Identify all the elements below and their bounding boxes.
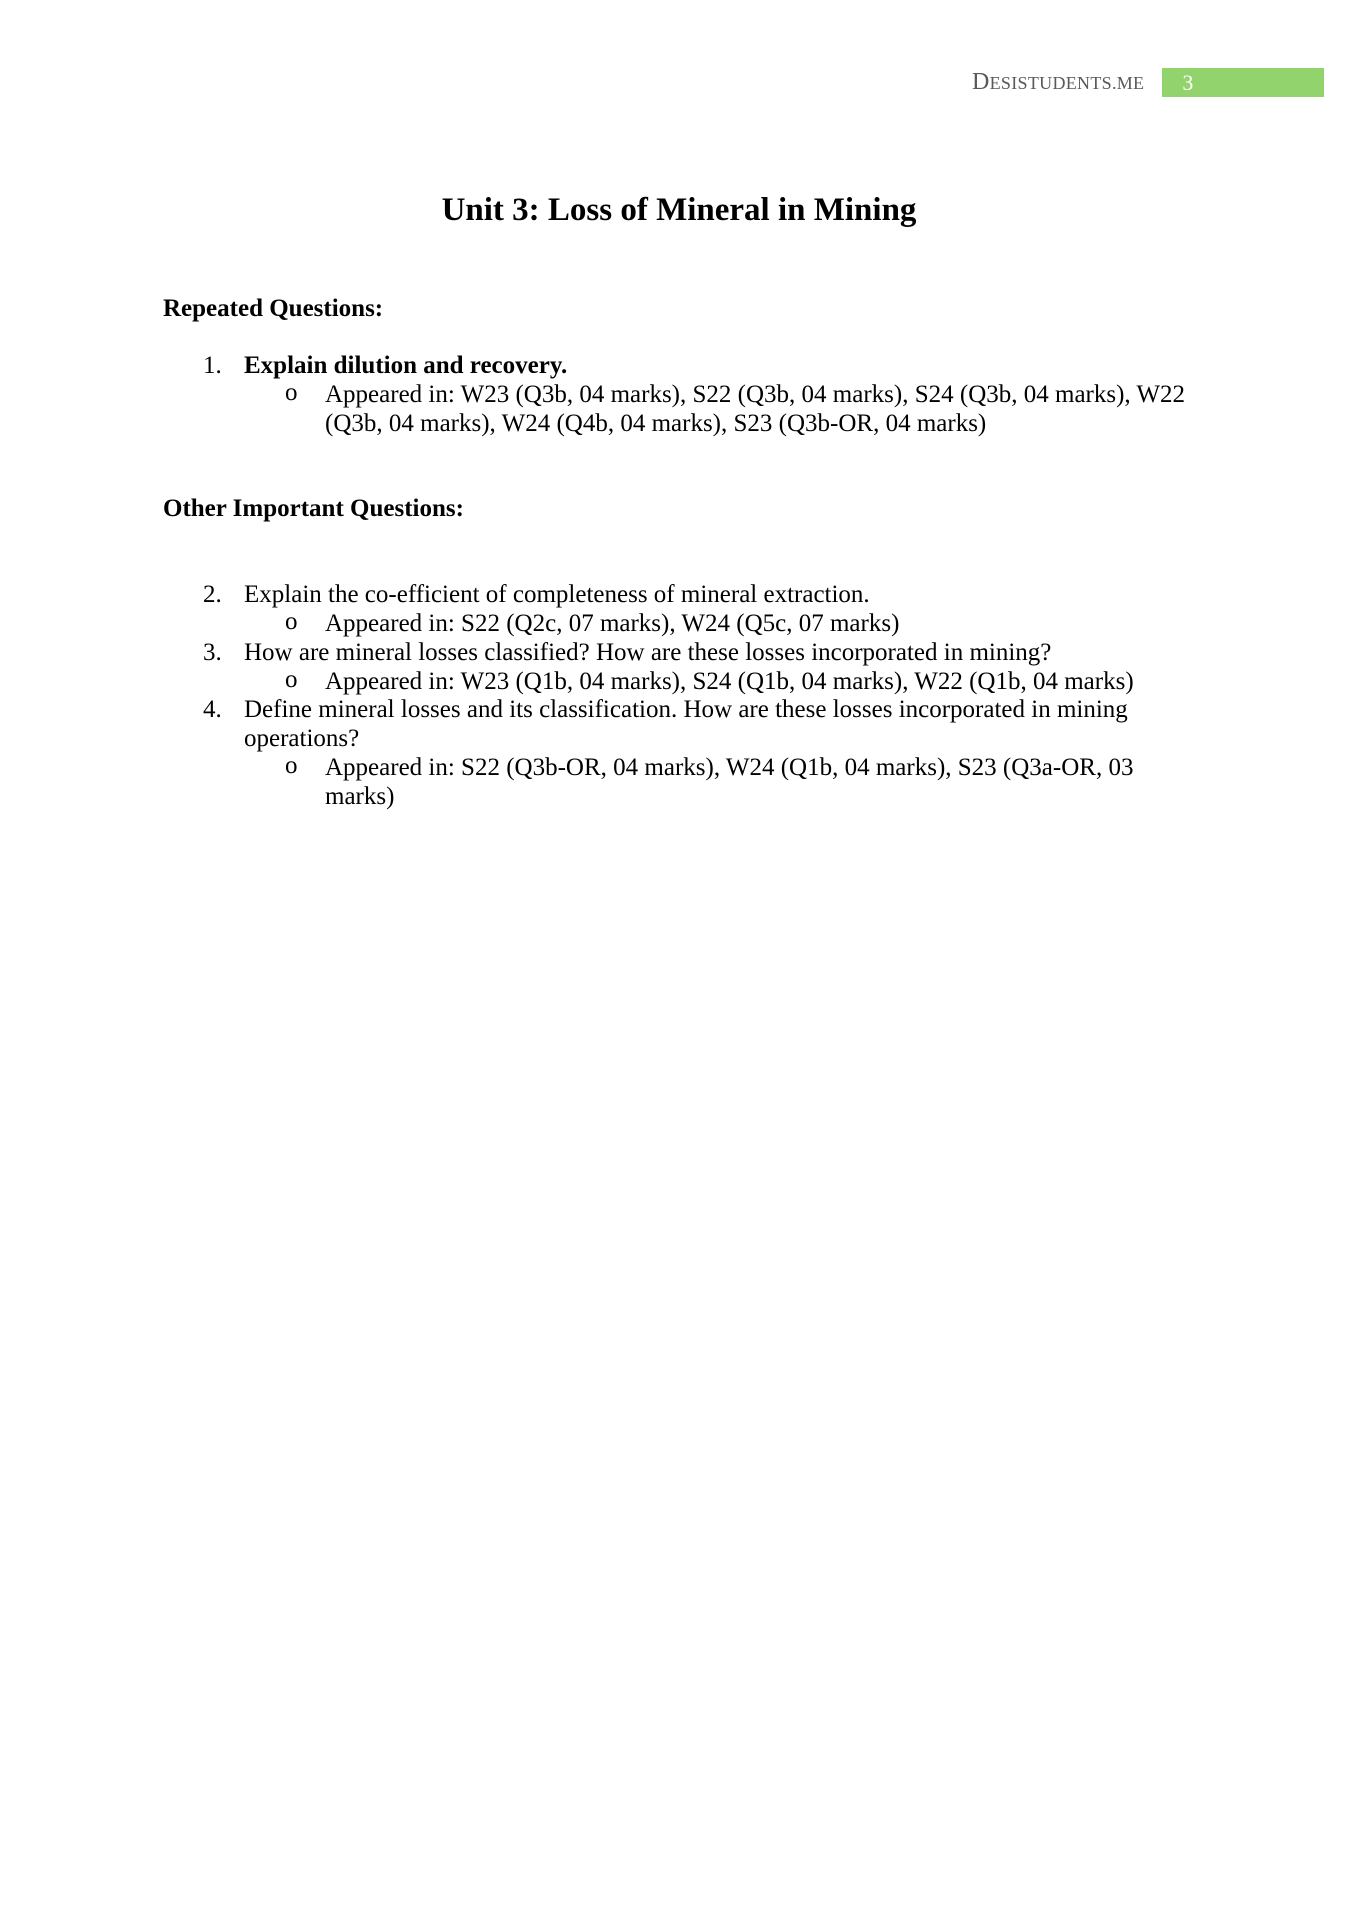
appeared-in-text: Appeared in: S22 (Q3b-OR, 04 marks), W24 (Q1b, 04 marks), S23 (Q3a-OR, 03 xyxy=(325,754,1134,781)
other-questions-heading: Other Important Questions: xyxy=(163,495,464,522)
appeared-in-text: Appeared in: S22 (Q2c, 07 marks), W24 (Q5c, 07 marks) xyxy=(325,610,900,637)
appeared-in-text: Appeared in: W23 (Q3b, 04 marks), S22 (Q3b, 04 marks), S24 (Q3b, 04 marks), W22 xyxy=(325,381,1186,408)
bullet-icon: o xyxy=(285,752,298,779)
question-number: 3. xyxy=(203,639,222,666)
page-number: 3 xyxy=(1182,69,1194,95)
page-header xyxy=(972,67,1324,97)
question-number: 2. xyxy=(203,581,222,608)
bullet-icon: o xyxy=(285,666,298,693)
bullet-icon: o xyxy=(285,608,298,635)
question-text: Explain dilution and recovery. xyxy=(244,352,568,379)
appeared-in-text-continued: marks) xyxy=(325,783,395,810)
question-number: 1. xyxy=(203,352,222,379)
site-name-initial: D xyxy=(972,68,990,95)
page-title: Unit 3: Loss of Mineral in Mining xyxy=(441,192,917,228)
question-item-2 xyxy=(163,580,1203,638)
site-name-rest: ESISTUDENTS.ME xyxy=(989,72,1145,93)
question-item-4 xyxy=(163,695,1203,811)
question-text: Explain the co-efficient of completeness of mineral extraction. xyxy=(244,581,870,608)
appeared-in-text-continued: (Q3b, 04 marks), W24 (Q4b, 04 marks), S23 (Q3b-OR, 04 marks) xyxy=(325,410,987,437)
question-number: 4. xyxy=(203,696,222,723)
question-item-3 xyxy=(163,638,1203,696)
page-number-badge xyxy=(1162,68,1324,97)
repeated-questions-heading: Repeated Questions: xyxy=(163,295,384,322)
question-text-continued: operations? xyxy=(244,725,360,752)
question-item-1 xyxy=(163,351,1203,438)
bullet-icon: o xyxy=(285,379,298,406)
question-text: How are mineral losses classified? How are these losses incorporated in mining? xyxy=(244,639,1052,666)
appeared-in-text: Appeared in: W23 (Q1b, 04 marks), S24 (Q1b, 04 marks), W22 (Q1b, 04 marks) xyxy=(325,668,1134,695)
site-name xyxy=(972,67,1144,98)
question-text: Define mineral losses and its classification. How are these losses incorporated in mining xyxy=(244,696,1128,723)
